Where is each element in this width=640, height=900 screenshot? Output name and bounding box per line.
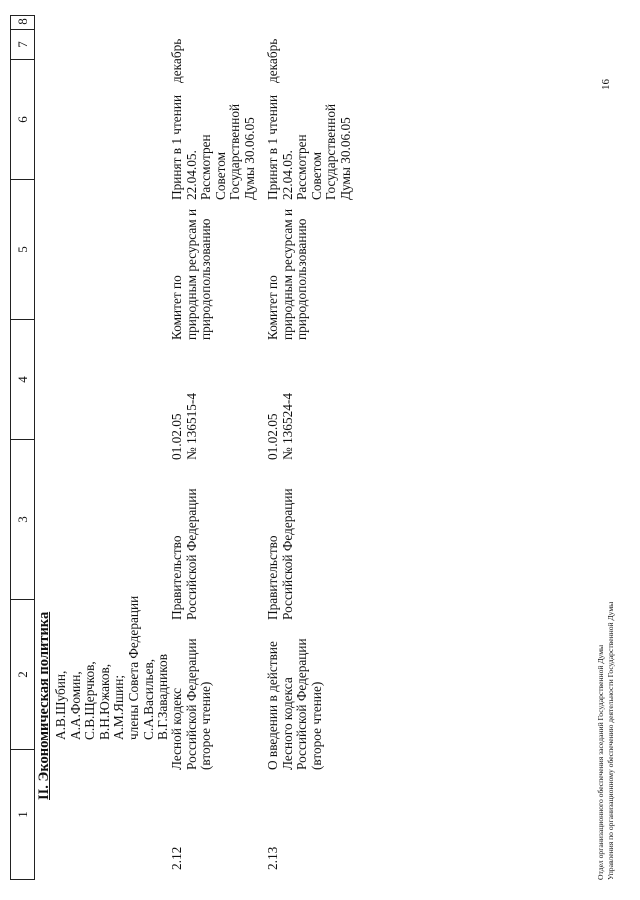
author-line: А.В.Шубин,	[53, 670, 68, 740]
column-number-8: 8	[14, 18, 30, 25]
responsible-committee: Комитет по природным ресурсам и природопользованию	[265, 208, 310, 340]
bill-date-number: 01.02.05 № 136515-4	[169, 393, 199, 460]
bill-date-number: 01.02.05 № 136524-4	[265, 393, 295, 460]
column-number-1: 1	[11, 749, 34, 879]
column-number-header	[10, 15, 35, 880]
column-number-5: 5	[11, 179, 34, 319]
column-number-7: 7	[11, 29, 34, 59]
bill-status: Принят в 1 чтении 22.04.05. Рассмотрен Советом Государственной Думы 30.06.05	[265, 94, 353, 200]
author-line: С.В.Щерчков,	[82, 661, 98, 740]
page-number: 16	[600, 79, 612, 90]
footer-department-line: Отдел организационного обеспечения заседаний Государственной Думы	[596, 644, 605, 880]
bill-deadline: декабрь	[265, 38, 280, 83]
bill-initiator: Правительство Российской Федерации	[169, 488, 199, 620]
column-number-4: 4	[11, 319, 34, 439]
author-line: С.А.Васильев,	[140, 658, 156, 740]
section-authors	[54, 596, 171, 740]
author-line: А.А.Фомин,	[67, 671, 83, 740]
page-footer	[596, 602, 616, 880]
footer-directorate-line: Управления по организационному обеспечению деятельности Государственной Думы	[605, 601, 615, 880]
responsible-committee: Комитет по природным ресурсам и природопользованию	[169, 208, 214, 340]
column-number-6: 6	[11, 59, 34, 179]
bill-deadline: декабрь	[169, 38, 184, 83]
author-line: В.Н.Южаков,	[96, 663, 112, 740]
column-number-3: 3	[11, 439, 34, 599]
author-line: члены Совета Федерации	[125, 595, 141, 740]
bill-status: Принят в 1 чтении 22.04.05. Рассмотрен Советом Государственной Думы 30.06.05	[169, 94, 257, 200]
bill-initiator: Правительство Российской Федерации	[265, 488, 295, 620]
row-number: 2.12	[169, 846, 184, 870]
bill-title: О введении в действие Лесного кодекса Российской Федерации (второе чтение)	[265, 638, 324, 770]
bill-title: Лесной кодекс Российской Федерации (второе чтение)	[169, 638, 214, 770]
author-line: В.Г.Завадников	[155, 654, 171, 740]
section-heading: II. Экономическая политика	[36, 611, 52, 800]
author-line: А.М.Яшин;	[111, 674, 127, 740]
row-number: 2.13	[265, 846, 280, 870]
column-number-2: 2	[11, 599, 34, 749]
